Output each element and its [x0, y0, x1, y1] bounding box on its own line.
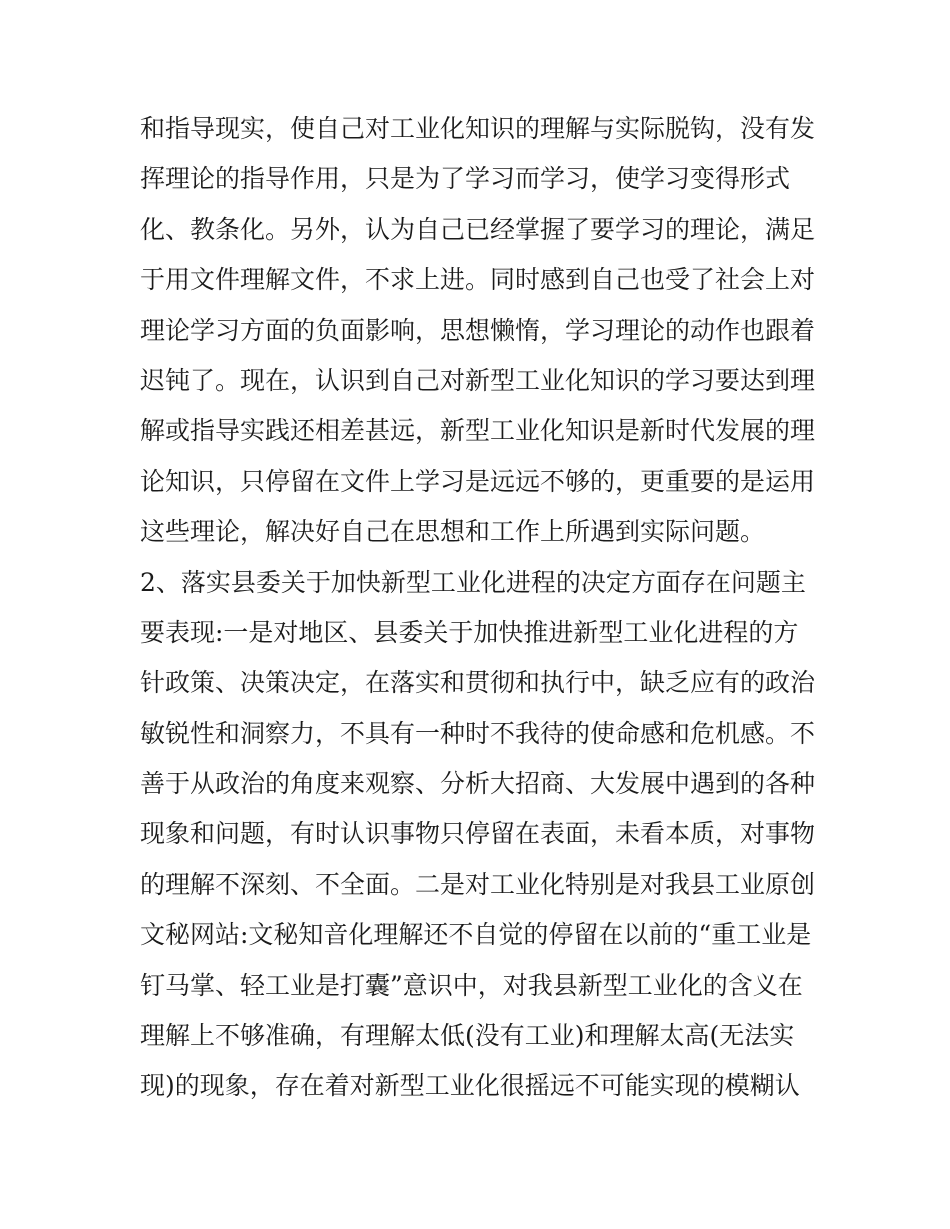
text-line: 的理解不深刻、不全面。二是对工业化特别是对我县工业原创	[140, 869, 816, 899]
text-line: 解或指导实践还相差甚远，新型工业化知识是新时代发展的理	[140, 416, 816, 446]
text-line: 迟钝了。现在，认识到自己对新型工业化知识的学习要达到理	[140, 365, 816, 395]
text-line: 现)的现象，存在着对新型工业化很摇远不可能实现的模糊认	[140, 1071, 800, 1101]
text-line: 于用文件理解文件，不求上进。同时感到自己也受了社会上对	[140, 265, 816, 295]
text-line: 钉马掌、轻工业是打囊”意识中，对我县新型工业化的含义在	[140, 970, 803, 1000]
body-text	[140, 104, 820, 1112]
text-line: 理论学习方面的负面影响，思想懒惰，学习理论的动作也跟着	[140, 315, 816, 345]
text-line: 这些理论，解决好自己在思想和工作上所遇到实际问题。	[140, 517, 766, 547]
text-line: 化、教条化。另外，认为自己已经掌握了要学习的理论，满足	[140, 214, 816, 244]
text-line: 敏锐性和洞察力，不具有一种时不我待的使命感和危机感。不	[140, 718, 816, 748]
text-line: 针政策、决策决定，在落实和贯彻和执行中，缺乏应有的政治	[140, 668, 816, 698]
text-line: 善于从政治的角度来观察、分析大招商、大发展中遇到的各种	[140, 769, 816, 799]
text-line: 理解上不够准确，有理解太低(没有工业)和理解太高(无法实	[140, 1021, 795, 1051]
text-line: 现象和问题，有时认识事物只停留在表面，未看本质，对事物	[140, 819, 816, 849]
text-line: 要表现:一是对地区、县委关于加快推进新型工业化进程的方	[140, 617, 799, 647]
text-line: 文秘网站:文秘知音化理解还不自觉的停留在以前的“重工业是	[140, 920, 812, 950]
section-heading-line: 2、落实县委关于加快新型工业化进程的决定方面存在问题主	[140, 567, 806, 597]
text-line: 挥理论的指导作用，只是为了学习而学习，使学习变得形式	[140, 164, 791, 194]
text-line: 和指导现实，使自己对工业化知识的理解与实际脱钩，没有发	[140, 114, 816, 143]
text-line: 论知识，只停留在文件上学习是远远不够的，更重要的是运用	[140, 466, 816, 496]
